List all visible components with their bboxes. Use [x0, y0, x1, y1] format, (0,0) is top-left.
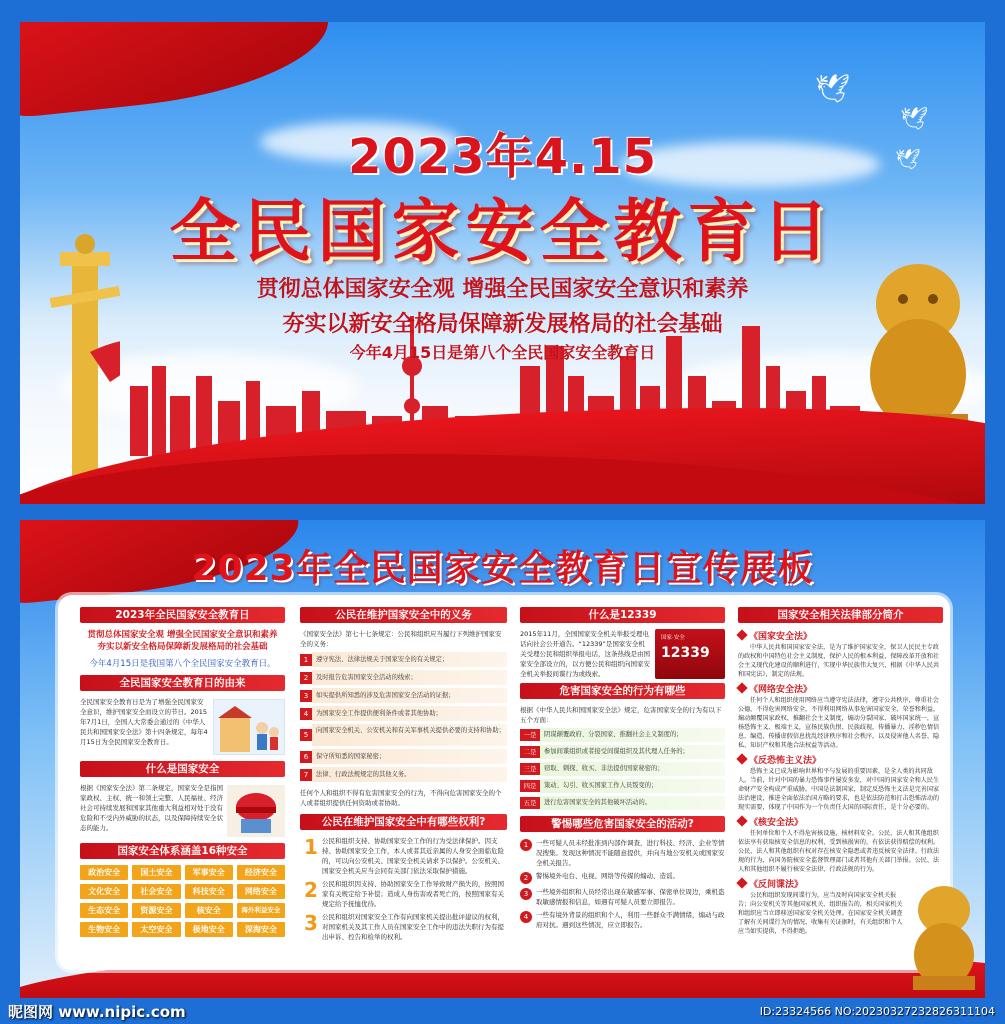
law-text: 任何个人和组织使用网络应当遵守宪法法律，遵守公共秩序，尊重社会公德，不得危害网络安全，不得利用网络从事危害国家安全、荣誉和利益，煽动颠覆国家政权、推翻社会主义制度，煽动分裂国家、破坏国家统一，宣扬恐怖主义、极端主义，宣扬民族仇恨、民族歧视，传播暴力、淫秽色情信息，编造、传播虚假信息扰乱经济秩序和社会秩序，以及侵害他人名誉、隐私、知识产权和其他合法权益等活动。	[738, 697, 940, 749]
section-header: 公民在维护国家安全中的义务	[300, 607, 507, 623]
banner-title: 全民国家安全教育日	[169, 193, 836, 272]
helmet-illustration	[227, 785, 285, 837]
hotline-text: 2015年11月，全国国家安全机关举报受理电话向社会公开通告。“12339”是国家安全机关受理公民和组织举报电话，这条热线是由国家安全部设立的，以方便公民和组织向国家安全机关举报间谍行为或线索。	[520, 630, 650, 678]
law-title: 《反间谍法》	[738, 877, 943, 890]
security-tag: 生态安全	[80, 903, 128, 918]
section-header: 全民国家安全教育日的由来	[80, 675, 285, 691]
security-tag: 核安全	[185, 903, 233, 918]
warning-item: 2 警惕境外电台、电视、网络等传媒的煽动、造谣。	[520, 871, 725, 884]
section-header: 国家安全体系涵盖16种安全	[80, 843, 285, 859]
top-banner	[20, 22, 985, 504]
security-tag: 网络安全	[237, 884, 285, 899]
security-tag: 深海安全	[237, 922, 285, 937]
security-types-grid	[80, 865, 285, 937]
column-citizen-duties	[300, 607, 507, 942]
dove-icon: 🕊	[815, 72, 851, 105]
security-tag: 社会安全	[132, 884, 180, 899]
board-title: 2023年全民国家安全教育日宣传展板	[191, 548, 814, 589]
duties-intro: 《国家安全法》第七十七条规定：公民和组织应当履行下列维护国家安全的义务：	[300, 630, 502, 648]
banner-subtitle: 夯实以新安全格局保障新发展格局的社会基础	[282, 312, 723, 337]
banner-note: 今年4月15日是第八个全民国家安全教育日	[349, 343, 656, 362]
acts-intro: 根据《中华人民共和国国家安全法》规定，危害国家安全的行为有以下五个方面：	[520, 706, 722, 724]
law-text: 公民和组织发现间谍行为，应当及时向国家安全机关报告；向公安机关等其他国家机关、组织报告的，相关国家机关和组织应当立即移送国家安全机关处理。在国家安全机关调查了解有关间谍行为的情况、收集有关证据时，有关组织和个人应当如实提供，不得拒绝。	[738, 892, 903, 935]
column-education-day	[80, 607, 285, 937]
law-title: 《核安全法》	[738, 815, 943, 828]
section-header: 公民在维护国家安全中有哪些权利?	[300, 814, 507, 830]
duty-item: 5 向国家安全机关、公安机关和有关军事机关提供必要的支持和协助；	[300, 724, 507, 746]
right-item: 3 公民和组织对国家安全工作有向国家机关提出批评建议的权利，对国家机关及其工作人员在国家安全工作中的违法失职行为有提出申诉、控告和检举的权利。	[304, 911, 504, 941]
red-ribbon	[20, 22, 335, 119]
security-tag: 海外利益安全	[237, 903, 285, 918]
column-12339	[520, 607, 725, 933]
warning-item: 3 一些境外组织和人员经常出现在敏感军事、保密单位周边，乘机盗取敏感情报和信息，如遇有可疑人员要立即报告。	[520, 887, 725, 907]
hotline-badge: 国家·安全 12339	[655, 629, 725, 679]
law-text: 恐怖主义已成为影响世界和平与发展的重要因素，是全人类的共同敌人。当前，针对中国的暴力恐怖事件屡发多发，对中国的国家安全和人民生命财产安全构成严重威胁。中国是法制国家，制定反恐怖主义法是完善国家法治建设，推进全面依法治国方略的要求，也是依法防范和打击恐怖活动的现实需要，体现了中国作为一个负责任大国的国际责任，是十分必要的。	[738, 768, 940, 811]
definition-text: 根据《国家安全法》第二条规定，国家安全是指国家政权、主权、统一和领土完整、人民福祉、经济社会可持续发展和国家其他重大利益相对处于没有危险和不受内外威胁的状态，以及保障持续安全状态的能力。	[80, 784, 223, 832]
security-tag: 太空安全	[132, 922, 180, 937]
duty-item: 1 遵守宪法、法律法规关于国家安全的有关规定；	[300, 652, 507, 667]
security-tag: 科技安全	[185, 884, 233, 899]
security-tag: 文化安全	[80, 884, 128, 899]
site-watermark: 昵图网 www.nipic.com	[8, 1003, 186, 1021]
image-id-watermark: ID:23324566 NO:20230327232826311104	[759, 1005, 995, 1018]
right-item: 2 公民和组织因支持、协助国家安全工作导致财产损失的，按照国家有关规定给予补偿；造成人身伤害或者死亡的，按照国家有关规定给予抚恤优待。	[304, 878, 504, 908]
dove-icon: 🕊	[900, 107, 928, 132]
law-title: 《国家安全法》	[738, 629, 943, 642]
security-tag: 生物安全	[80, 922, 128, 937]
security-tag: 政治安全	[80, 865, 128, 880]
duties-outro: 任何个人和组织不得有危害国家安全的行为，不得向危害国家安全的个人或者组织提供任何资助或者协助。	[300, 789, 502, 807]
duty-item: 2 及时报告危害国家安全活动的线索；	[300, 670, 507, 685]
warning-item: 4 一些有境外背景的组织和个人，利用一些群众不满情绪，煽动与政府对抗。遇到这些情况，应立即报告。	[520, 910, 725, 930]
security-tag: 资源安全	[132, 903, 180, 918]
law-text: 任何单位和个人不得危害核设施、核材料安全。公民、法人和其他组织依法享有获取核安全信息的权利，受到核损害的，有依法获得赔偿的权利。公民、法人和其他组织有权对存在核安全隐患或者违反核安全法律、行政法规的行为，向国务院核安全监督管理部门或者其他有关部门举报。公民、法人和其他组织不履行核安全法律、行政法规的行为。	[738, 830, 940, 873]
security-tag: 军事安全	[185, 865, 233, 880]
duty-item: 6 保守所知悉的国家秘密；	[300, 749, 507, 764]
section-header: 什么是12339	[520, 607, 725, 623]
banner-year: 2023年4.15	[347, 129, 658, 185]
theme-line: 夯实以新安全格局保障新发展格局的社会基础	[97, 642, 268, 652]
exhibition-board	[20, 520, 985, 998]
notice-line: 今年4月15日是我国第八个全民国家安全教育日。	[89, 659, 276, 669]
law-title: 《反恐怖主义法》	[738, 753, 943, 766]
harmful-act-item: 五是 进行危害国家安全的其他破坏活动的。	[520, 796, 725, 810]
section-header: 2023年全民国家安全教育日	[80, 607, 285, 623]
banner-subtitle: 贯彻总体国家安全观 增强全民国家安全意识和素养	[256, 277, 749, 302]
section-header: 警惕哪些危害国家安全的活动?	[520, 816, 725, 832]
law-text: 中华人民共和国国家安全法，是为了维护国家安全，保卫人民民主专政的政权和中国特色社会主义制度，保护人民的根本利益，保障改革开放和社会主义现代化建设的顺利进行，实现中华民族伟大复兴，根据《中华人民共和国宪法》，制定的法规。	[738, 644, 940, 678]
harmful-act-item: 四是 策动、勾引、收买国家工作人员叛变的；	[520, 779, 725, 793]
security-tag: 极地安全	[185, 922, 233, 937]
harmful-act-item: 三是 窃取、刺探、收买、非法提供国家秘密的；	[520, 762, 725, 776]
section-header: 危害国家安全的行为有哪些	[520, 683, 725, 699]
origin-text: 全民国家安全教育日是为了增强全民国家安全意识，维护国家安全而设立的节日。2015年7月1日，全国人大常委会通过的《中华人民共和国国家安全法》第十四条规定，每年4月15日为全民国家安全教育日。	[80, 698, 208, 746]
harmful-act-item: 一是 阴谋颠覆政府、分裂国家、推翻社会主义制度的；	[520, 728, 725, 742]
right-item: 1 公民和组织支持、协助国家安全工作的行为受法律保护。因支持、协助国家安全工作，本人或者其近亲属的人身安全面临危险的，可以向公安机关、国家安全机关请求予以保护。公安机关、国家安全机关应当会同有关部门依法采取保护措施。	[304, 835, 504, 875]
section-header: 国家安全相关法律部分简介	[738, 607, 943, 623]
duty-item: 3 如实提供所知悉的涉及危害国家安全活动的证据；	[300, 688, 507, 703]
security-tag: 经济安全	[237, 865, 285, 880]
law-title: 《网络安全法》	[738, 682, 943, 695]
dove-icon: 🕊	[895, 147, 921, 171]
security-tag: 国土安全	[132, 865, 180, 880]
section-header: 什么是国家安全	[80, 761, 285, 777]
duty-item: 4 为国家安全工作提供便利条件或者其他协助；	[300, 706, 507, 721]
content-panel	[58, 595, 950, 970]
family-illustration	[213, 699, 285, 755]
theme-line: 贯彻总体国家安全观 增强全民国家安全意识和素养	[87, 630, 278, 640]
stone-lion-icon	[909, 880, 979, 990]
warning-item: 1 一些可疑人员未经批准到内部作调查，进行科技、经济、企业等情况搜集。发现这种情况不能随意提供，并向当地公安机关或国家安全机关报告。	[520, 838, 725, 868]
harmful-act-item: 二是 参加间谍组织或者接受间谍组织及其代理人任务的；	[520, 745, 725, 759]
duty-item: 7 法律、行政法规规定的其他义务。	[300, 767, 507, 782]
